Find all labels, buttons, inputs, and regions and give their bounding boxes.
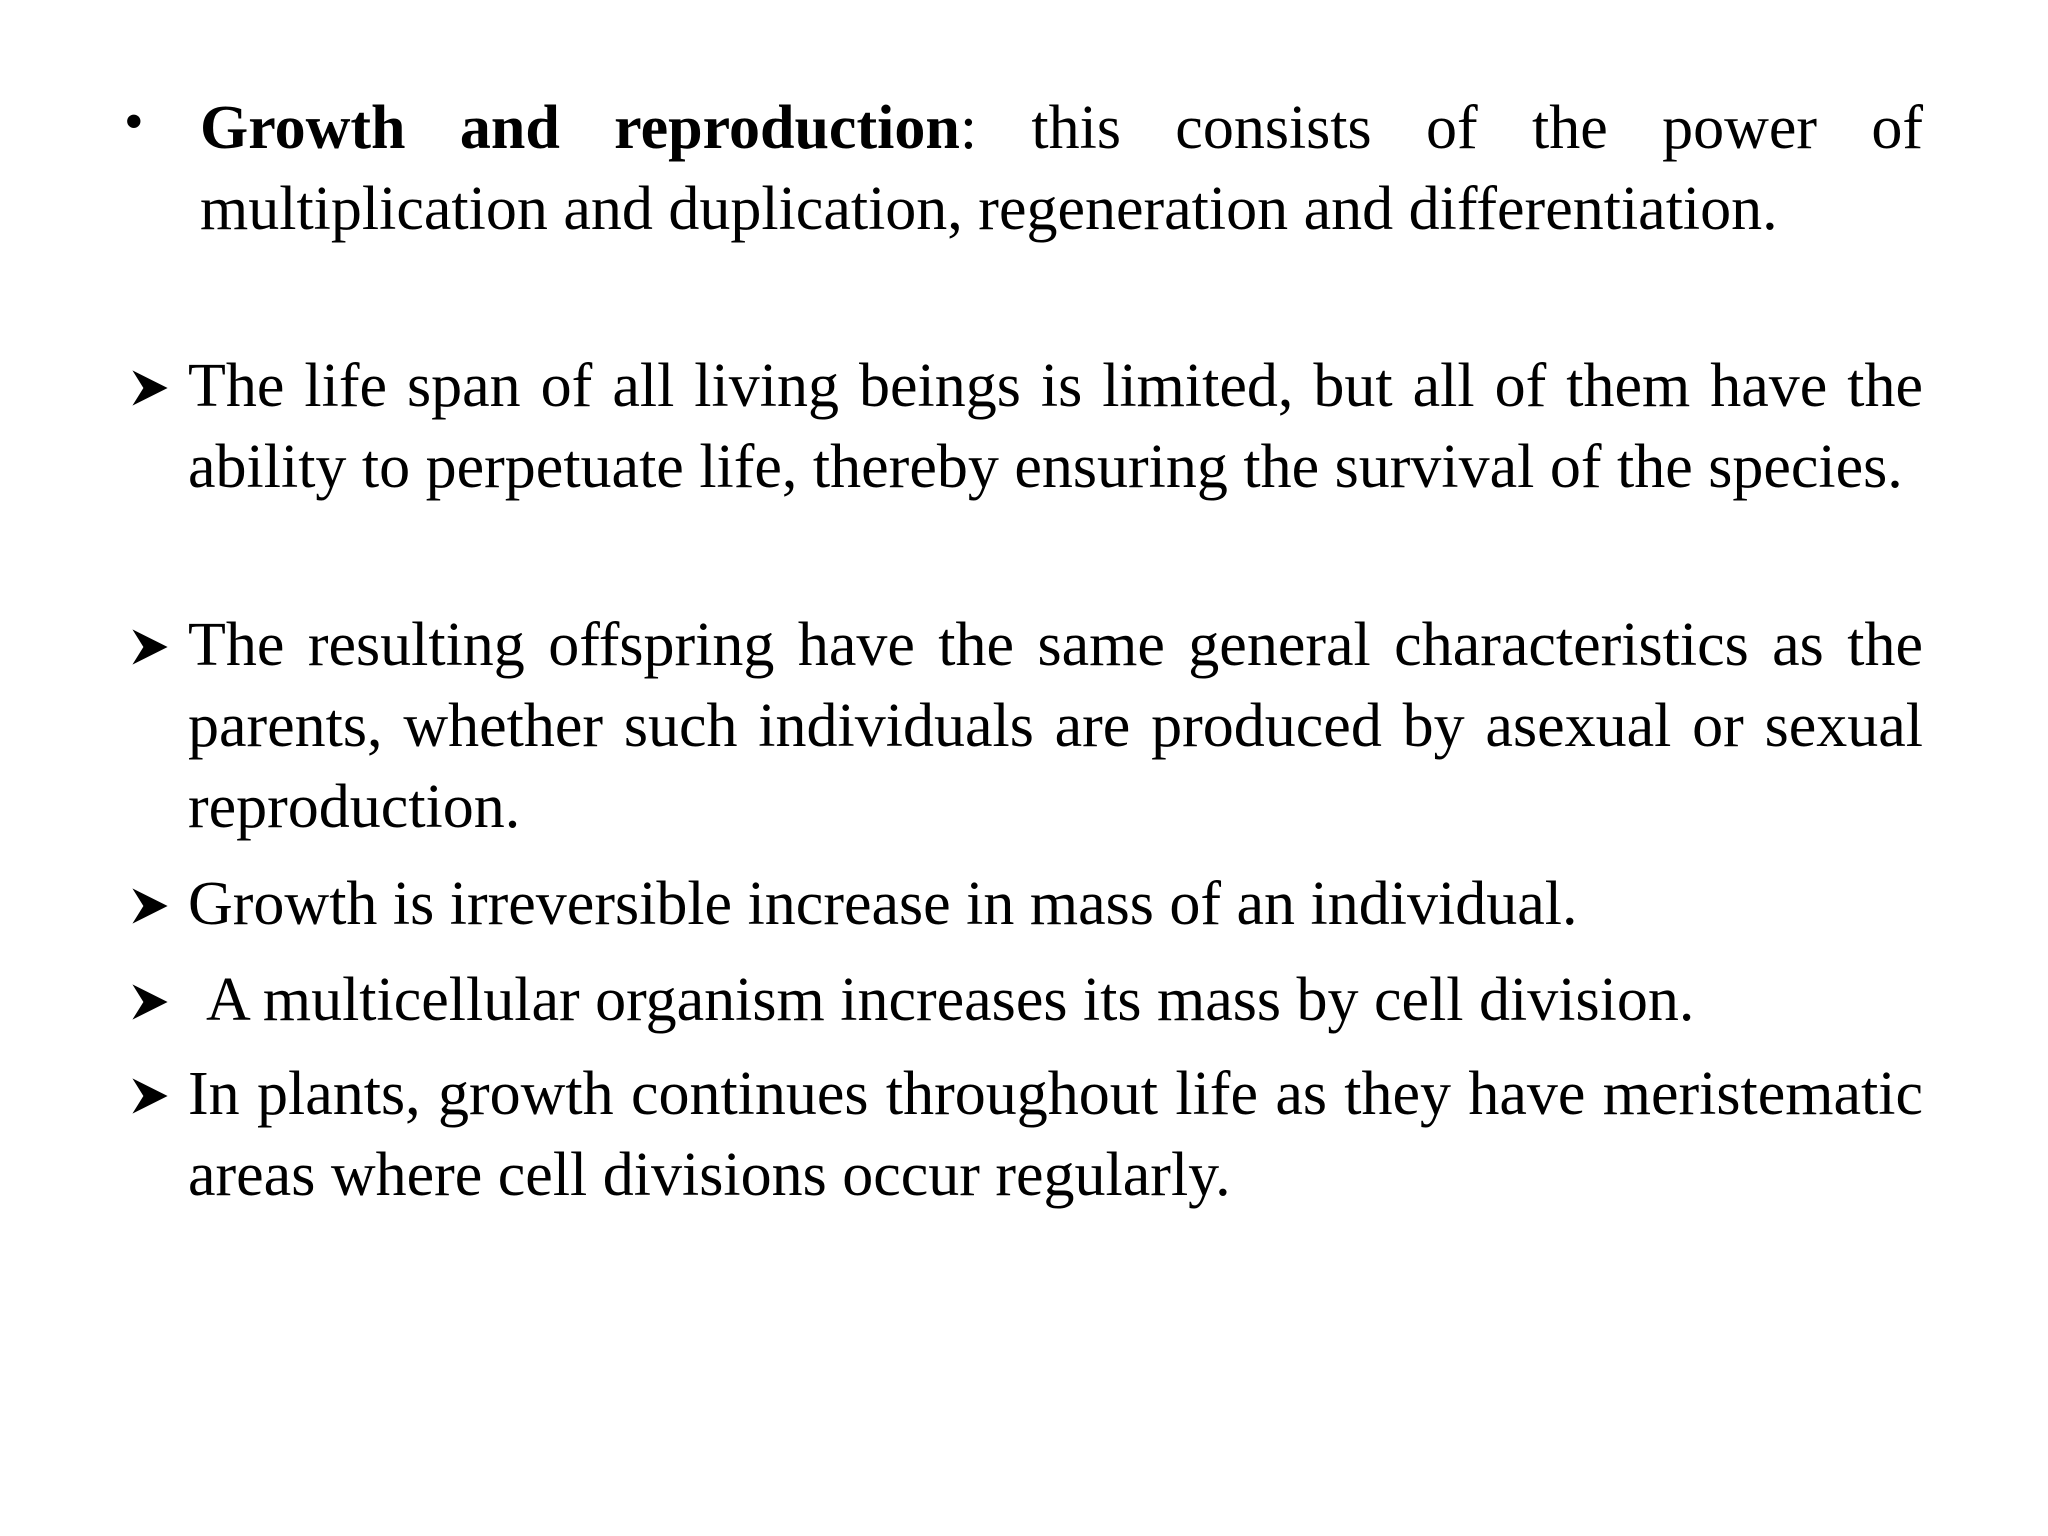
bullet-growth-reproduction: [200, 88, 1923, 250]
bullet-life-span: The life span of all living beings is limited, but all of them have the ability to perpetuate life, thereby ensuring the survival of the species.: [188, 352, 1923, 501]
arrow-bullet-icon: [128, 864, 172, 945]
bullet-heading: Growth and reproduction: [200, 94, 960, 162]
bullet-text: : this consists of the power of multiplication and duplication, regeneration and differentiation.: [200, 94, 1923, 243]
bullet-multicellular: A multicellular organism increases its mass by cell division.: [206, 966, 1695, 1034]
bullet-offspring: The resulting offspring have the same general characteristics as the parents, whether such individuals are produced by asexual or sexual reproduction.: [188, 611, 1923, 841]
arrow-bullet-icon: [128, 346, 172, 427]
arrow-bullet-icon: [128, 605, 172, 686]
arrow-bullet-icon: [128, 960, 172, 1041]
bullet-growth-irreversible: Growth is irreversible increase in mass of an individual.: [188, 870, 1578, 938]
arrow-bullet-icon: [128, 1054, 172, 1135]
bullet-plants-growth: In plants, growth continues throughout life as they have meristematic areas where cell divisions occur regularly.: [188, 1060, 1923, 1209]
bullet-dot-icon: •: [124, 91, 144, 153]
